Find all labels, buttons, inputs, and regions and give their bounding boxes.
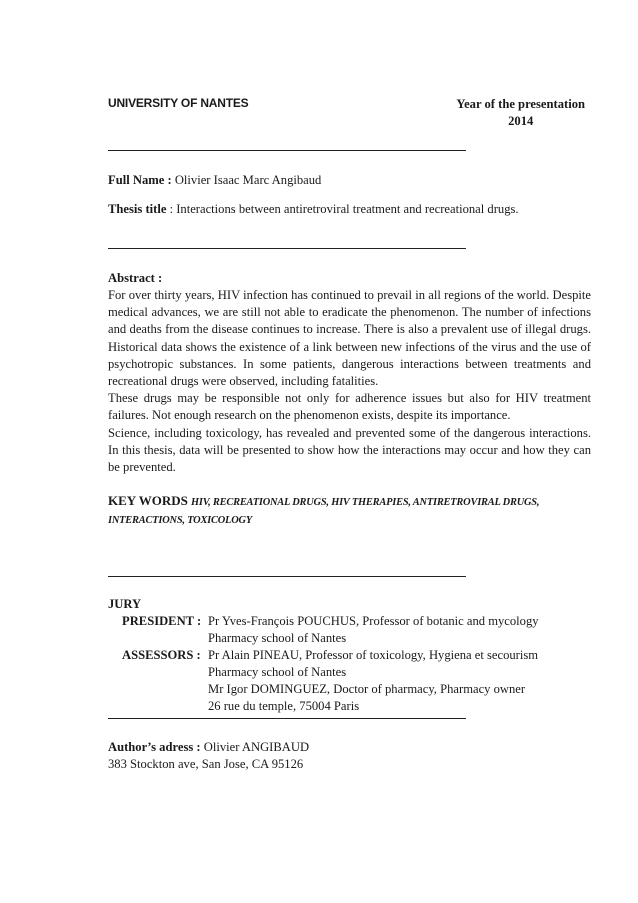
year-label: Year of the presentation <box>456 97 585 111</box>
keywords-row <box>108 492 591 529</box>
abstract-paragraph: For over thirty years, HIV infection has continued to prevail in all regions of the world. Despite medical advances, we are still not able to eradicate the phenomenon. The number of infections and deaths from the disease continues to increase. There is also a prevalent use of illegal drugs. Historical data shows the existence of a link between new infections of the virus and the use of psychotropic substances. In some patients, dangerous interactions between treatments and recreational drugs were observed, including fatalities. <box>108 288 591 389</box>
assessors-details <box>208 647 591 715</box>
assessor-line: Mr Igor DOMINGUEZ, Doctor of pharmacy, Pharmacy owner <box>208 682 526 697</box>
author-address: 383 Stockton ave, San Jose, CA 95126 <box>108 757 304 772</box>
keywords-value: HIV, RECREATIONAL DRUGS, HIV THERAPIES, ANTIRETROVIRAL DRUGS, INTERACTIONS, TOXICOLOGY <box>108 497 540 527</box>
jury-president <box>108 613 591 647</box>
jury-label: JURY <box>108 597 142 612</box>
assessor-line: 26 rue du temple, 75004 Paris <box>208 699 360 714</box>
president-line: Pharmacy school of Nantes <box>208 631 347 646</box>
author-name: Olivier ANGIBAUD <box>203 740 310 755</box>
assessors-role: ASSESSORS : <box>122 648 201 663</box>
abstract-paragraph: These drugs may be responsible not only for adherence issues but also for HIV treatment failures. Not enough research on the phenomenon exists, despite its importance. <box>108 391 591 423</box>
president-role: PRESIDENT : <box>122 614 202 629</box>
thesis-title-row <box>108 201 591 218</box>
abstract-section <box>108 270 591 476</box>
full-name-row <box>108 172 591 189</box>
assessor-line: Pharmacy school of Nantes <box>208 665 347 680</box>
author-section <box>108 739 591 773</box>
assessor-line: Pr Alain PINEAU, Professor of toxicology, Hygiena et secourism <box>208 648 539 663</box>
full-name-value: Olivier Isaac Marc Angibaud <box>174 173 322 187</box>
keywords-label: KEY WORDS <box>108 493 188 509</box>
jury-section <box>108 596 591 715</box>
jury-assessors <box>108 647 591 715</box>
abstract-label: Abstract : <box>108 271 163 285</box>
year-value: 2014 <box>508 114 534 128</box>
full-name-label: Full Name : <box>108 173 172 187</box>
presentation-year-block <box>456 96 585 130</box>
thesis-title-value: : Interactions between antiretroviral treatment and recreational drugs. <box>169 202 519 216</box>
president-line: Pr Yves-François POUCHUS, Professor of botanic and mycology <box>208 614 539 629</box>
document-page <box>108 96 591 773</box>
document-header <box>108 96 591 134</box>
author-name-row <box>108 739 591 756</box>
abstract-paragraph: Science, including toxicology, has revealed and prevented some of the dangerous interactions. In this thesis, data will be presented to show how the interactions may occur and how they can be prevented. <box>108 425 591 475</box>
author-label: Author’s adress : <box>108 740 201 755</box>
thesis-title-label: Thesis title <box>108 202 167 216</box>
president-details <box>208 613 591 647</box>
university-name: UNIVERSITY OF NANTES <box>108 96 249 110</box>
